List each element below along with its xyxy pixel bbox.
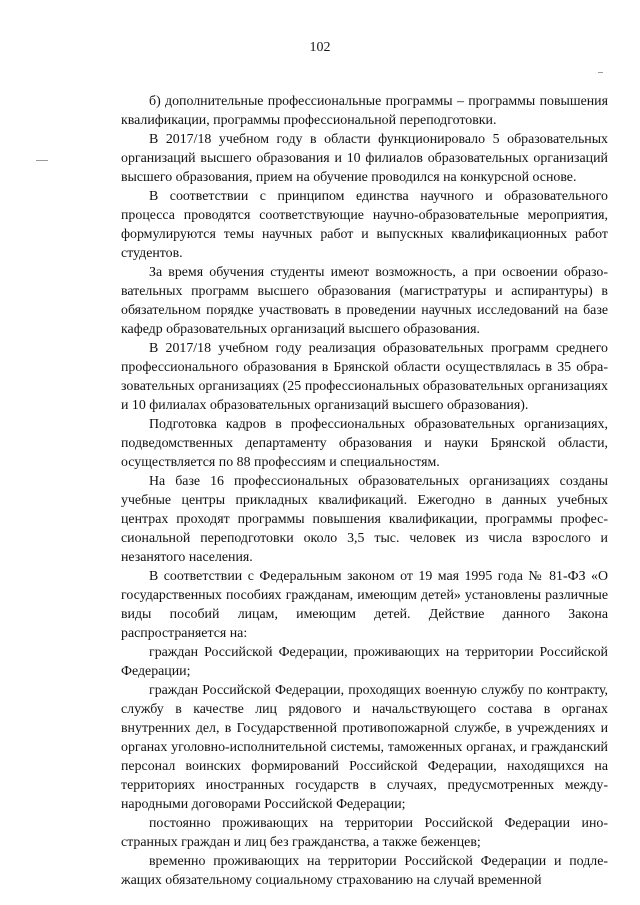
- paragraph: постоянно проживающих на территории Российской Федерации иностранных граждан и лиц без гражданства, а также беженцев;: [121, 816, 608, 850]
- paragraph: В соответствии с принципом единства научного и образовательного процесса проводятся соответствующие научно-образовательные мероприятия, формулируются темы научных работ и выпускных квалификационных работ студентов.: [121, 189, 608, 261]
- page-number: 102: [309, 40, 331, 55]
- paragraph: В 2017/18 учебном году в области функционировало 5 образовательных организаций высшего образования и 10 филиалов образовательных организаций высшего образования, прием на обучение проводился на конкурсной основе.: [121, 132, 608, 185]
- paragraph: временно проживающих на территории Российской Федерации и подлежащих обязательному социальному страхованию на случай временной: [121, 854, 608, 888]
- margin-mark: [36, 160, 48, 161]
- paragraph: В 2017/18 учебном году реализация образовательных программ среднего профессионального образования в Брянской области осуществлялась в 35 образовательных организациях (25 профессиональных образовательных организациях и 10 филиалах образовательных организаций высшего образования).: [121, 341, 608, 413]
- paragraph: граждан Российской Федерации, проходящих военную службу по контракту, службу в качестве лиц рядового и начальствующего состава в органах внутренних дел, в Государственной противопожарной службе, в учреждениях и органах уголовно-исполнительной системы, таможенных органах, и гражданский персонал воинских формирований Российской Федерации, находящихся на территориях иностранных государств в случаях, предусмотренных международными договорами Российской Федерации;: [121, 683, 608, 812]
- paragraph: На базе 16 профессиональных образовательных организациях созданы учебные центры прикладных квалификаций. Ежегодно в данных учебных центрах проходят программы повышения квалификации, программы профессиональной переподготовки около 3,5 тыс. человек из числа взрослого и незанятого населения.: [121, 474, 608, 565]
- paragraph: В соответствии с Федеральным законом от 19 мая 1995 года № 81-ФЗ «О государственных пособиях гражданам, имеющим детей» установлены различные виды пособий лицам, имеющим детей. Действие данного Закона распространяется на:: [121, 569, 608, 641]
- paragraph: граждан Российской Федерации, проживающих на территории Российской Федерации;: [121, 645, 608, 679]
- paragraph: Подготовка кадров в профессиональных образовательных организациях, подведомственных департаменту образования и науки Брянской области, осуществляется по 88 профессиям и специальностям.: [121, 417, 608, 470]
- paragraph: За время обучения студенты имеют возможность, а при освоении образовательных программ высшего образования (магистратуры и аспирантуры) в обязательном порядке участвовать в проведении научных исследований на базе кафедр образовательных организаций высшего образования.: [121, 265, 608, 337]
- margin-mark: [598, 72, 603, 73]
- paragraph: б) дополнительные профессиональные программы – программы повышения квалификации, программы профессиональной переподготовки.: [121, 94, 608, 128]
- document-body: [121, 92, 608, 890]
